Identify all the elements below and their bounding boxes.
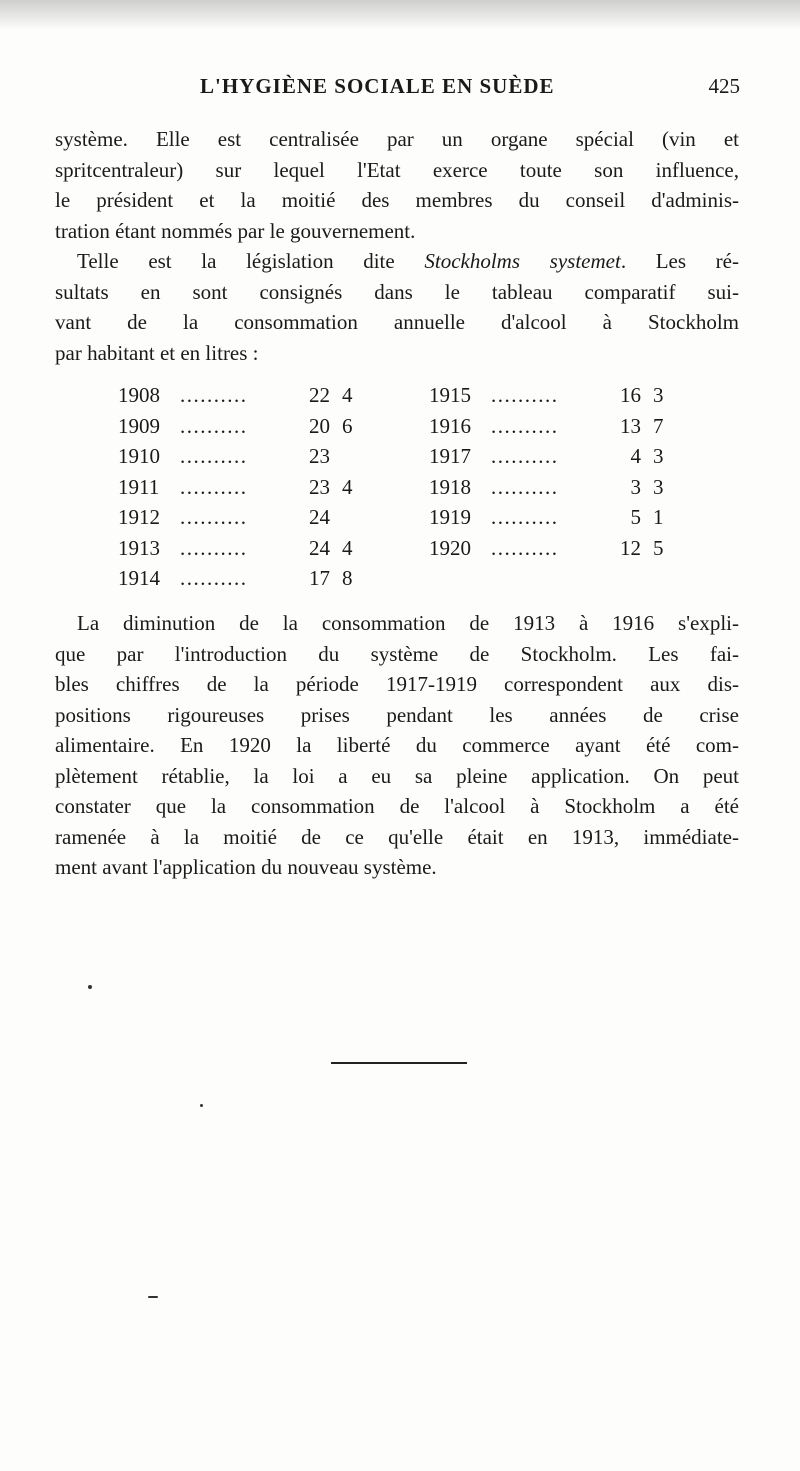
leader-dots: ..........: [180, 383, 248, 407]
leader-dots: ..........: [491, 535, 559, 560]
litres-fraction-cell: 7: [653, 413, 664, 438]
section-divider: [331, 1062, 467, 1064]
litres-fraction-cell: 3: [653, 474, 664, 499]
litres-whole-cell: 23: [309, 474, 330, 499]
text-line: La diminution de la consommation de 1913 à 1916 s'expli-: [77, 611, 739, 635]
text-line: alimentaire. En 1920 la liberté du commerce ayant été com-: [55, 733, 739, 757]
litres-whole-cell: 3: [630, 474, 641, 499]
table-row: [429, 502, 679, 533]
leader-dots: ..........: [180, 444, 248, 468]
scan-speck: [88, 985, 92, 989]
year-cell: 1914: [118, 566, 160, 590]
litres-fraction-cell: 4: [342, 535, 353, 560]
table-row: [118, 533, 368, 564]
year-cell: 1916: [429, 413, 471, 438]
litres-whole-cell: 22: [309, 383, 330, 407]
leader-dots: ..........: [180, 505, 248, 529]
table-row: [118, 411, 368, 442]
year-cell: 1908: [118, 383, 160, 407]
table-row: [429, 441, 679, 472]
text-line: par habitant et en litres :: [55, 340, 259, 365]
leader-dots: ..........: [491, 413, 559, 438]
year-cell: 1918: [429, 474, 471, 499]
text-line: que par l'introduction du système de Stockholm. Les fai-: [55, 641, 739, 666]
litres-fraction-cell: 3: [653, 444, 664, 468]
text-line: le président et la moitié des membres du conseil d'adminis-: [55, 188, 739, 212]
litres-whole-cell: 5: [630, 505, 641, 529]
text-line: tration étant nommés par le gouvernement.: [55, 218, 416, 243]
year-cell: 1913: [118, 535, 160, 560]
leader-dots: ..........: [491, 505, 559, 529]
paragraph-1: [55, 124, 739, 246]
litres-fraction-cell: 4: [342, 474, 353, 499]
text-line: [55, 246, 739, 277]
litres-whole-cell: 4: [630, 444, 641, 468]
text-line: bles chiffres de la période 1917-1919 correspondent aux dis-: [55, 672, 739, 696]
year-cell: 1912: [118, 505, 160, 529]
text-line: spritcentraleur) sur lequel l'Etat exerce toute son influence,: [55, 157, 739, 182]
litres-fraction-cell: 8: [342, 566, 353, 590]
italic-term: Stockholms systemet: [424, 249, 621, 273]
year-cell: 1911: [118, 474, 160, 499]
year-cell: 1910: [118, 444, 160, 468]
leader-dots: ..........: [491, 474, 559, 499]
litres-fraction-cell: 6: [342, 413, 353, 438]
text-line: vant de la consommation annuelle d'alcool à Stockholm: [55, 310, 739, 334]
litres-whole-cell: 12: [620, 535, 641, 560]
table-row: [429, 380, 679, 411]
page-number: 425: [708, 74, 740, 98]
scan-shadow: [0, 0, 800, 30]
year-cell: 1909: [118, 413, 160, 438]
litres-fraction-cell: 5: [653, 535, 664, 560]
leader-dots: ..........: [180, 535, 248, 560]
table-row: [118, 380, 368, 411]
table-row: [118, 563, 368, 594]
litres-fraction-cell: 4: [342, 383, 353, 407]
table-row: [118, 441, 368, 472]
running-title: L'HYGIÈNE SOCIALE EN SUÈDE: [200, 74, 555, 98]
scan-speck: [200, 1104, 203, 1107]
table-row: [118, 472, 368, 503]
litres-whole-cell: 24: [309, 535, 330, 560]
litres-fraction-cell: 1: [653, 505, 664, 529]
leader-dots: ..........: [180, 413, 248, 438]
running-head: [55, 74, 745, 104]
leader-dots: ..........: [180, 474, 248, 499]
year-cell: 1915: [429, 383, 471, 407]
year-cell: 1919: [429, 505, 471, 529]
consumption-table: [118, 380, 688, 590]
litres-whole-cell: 23: [309, 444, 330, 468]
text-line: ment avant l'application du nouveau système.: [55, 855, 437, 879]
table-column-left: [118, 380, 368, 594]
litres-whole-cell: 13: [620, 413, 641, 438]
leader-dots: ..........: [491, 444, 559, 468]
table-row: [429, 411, 679, 442]
text-line: constater que la consommation de l'alcool à Stockholm a été: [55, 794, 739, 818]
litres-fraction-cell: 3: [653, 383, 664, 407]
leader-dots: ..........: [491, 383, 559, 407]
paragraph-2: [55, 246, 739, 368]
table-row: [118, 502, 368, 533]
paragraph-3: [55, 608, 739, 883]
year-cell: 1920: [429, 535, 471, 560]
scan-speck: [148, 1296, 158, 1298]
table-row: [429, 472, 679, 503]
text-line: système. Elle est centralisée par un organe spécial (vin et: [55, 127, 739, 151]
text-line: plètement rétablie, la loi a eu sa pleine application. On peut: [55, 763, 739, 788]
line-start: Telle est la législation dite Stockholms systemet. Les ré-: [77, 249, 739, 273]
litres-whole-cell: 20: [309, 413, 330, 438]
text-line: positions rigoureuses prises pendant les années de crise: [55, 702, 739, 727]
litres-whole-cell: 24: [309, 505, 330, 529]
table-row: [429, 533, 679, 564]
text-line: ramenée à la moitié de ce qu'elle était en 1913, immédiate-: [55, 824, 739, 849]
text-line: sultats en sont consignés dans le tableau comparatif sui-: [55, 279, 739, 304]
litres-whole-cell: 17: [309, 566, 330, 590]
year-cell: 1917: [429, 444, 471, 468]
leader-dots: ..........: [180, 566, 248, 590]
litres-whole-cell: 16: [620, 383, 641, 407]
table-column-right: [429, 380, 679, 563]
